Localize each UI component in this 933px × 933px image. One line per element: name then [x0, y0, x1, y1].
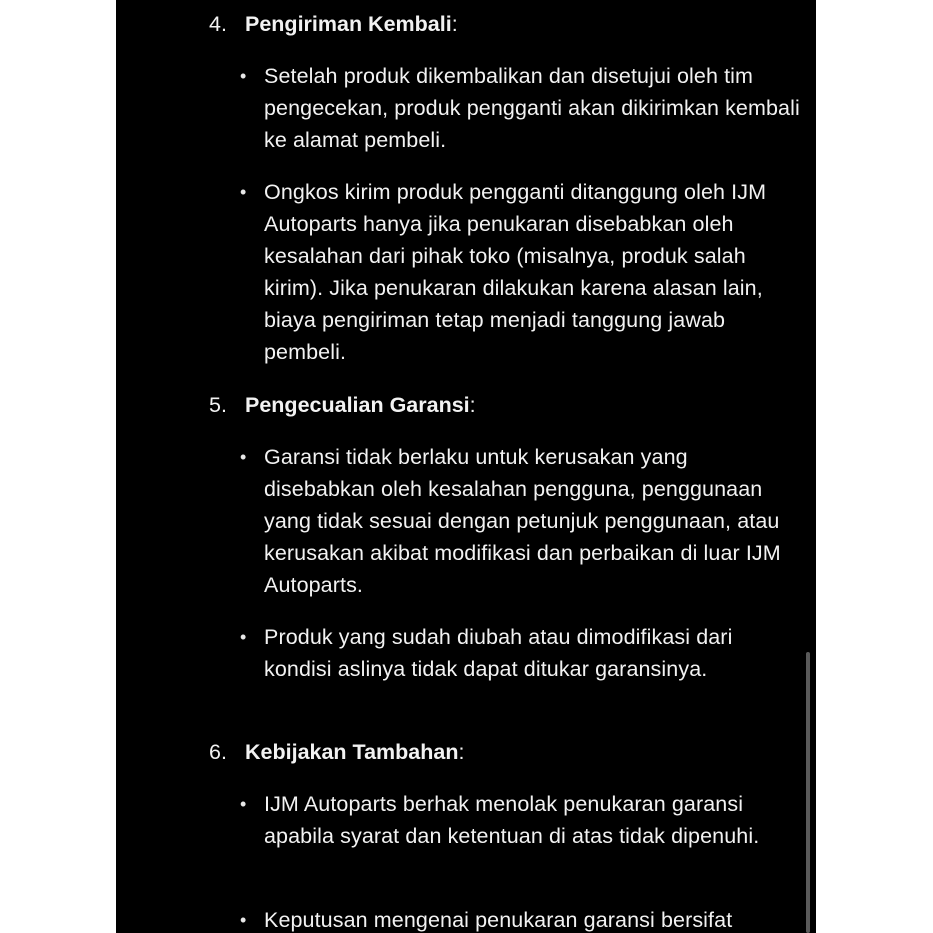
bullet-icon: • [240, 447, 247, 467]
section-heading [209, 737, 464, 767]
section-number: 5. [209, 393, 227, 417]
section-colon: : [451, 12, 458, 36]
section-number: 6. [209, 740, 227, 764]
vertical-scrollbar[interactable] [806, 652, 810, 933]
list-item-text: Ongkos kirim produk pengganti ditanggung oleh IJM Autoparts hanya jika penukaran disebabkan oleh kesalahan dari pihak toko (misalnya, produk salah kirim). Jika penukaran dilakukan karena alasan lain, biaya pengiriman tetap menjadi tanggung jawab pembeli. [264, 180, 767, 364]
section-title: Pengecualian Garansi [245, 393, 470, 417]
list-item-text: Produk yang sudah diubah atau dimodifikasi dari kondisi aslinya tidak dapat ditukar garansinya. [264, 625, 733, 681]
bullet-icon: • [240, 627, 247, 647]
list-item-text: Garansi tidak berlaku untuk kerusakan yang disebabkan oleh kesalahan pengguna, penggunaan yang tidak sesuai dengan petunjuk penggunaan, atau kerusakan akibat modifikasi dan perbaikan di luar IJM Autoparts. [264, 445, 781, 597]
section-number: 4. [209, 12, 227, 36]
section-title: Pengiriman Kembali [245, 12, 452, 36]
bullet-icon: • [240, 182, 247, 202]
screen [116, 0, 816, 933]
list-item-text: Setelah produk dikembalikan dan disetujui oleh tim pengecekan, produk pengganti akan dikirimkan kembali ke alamat pembeli. [264, 64, 800, 152]
bullet-icon: • [240, 66, 247, 86]
section-title: Kebijakan Tambahan [245, 740, 459, 764]
section-colon: : [458, 740, 465, 764]
section-colon: : [469, 393, 476, 417]
list-item-text: Keputusan mengenai penukaran garansi bersifat [264, 908, 733, 932]
bullet-icon: • [240, 910, 247, 930]
section-heading [209, 390, 476, 420]
bullet-icon: • [240, 794, 247, 814]
section-heading [209, 9, 458, 39]
list-item-text: IJM Autoparts berhak menolak penukaran garansi apabila syarat dan ketentuan di atas tidak dipenuhi. [264, 792, 760, 848]
